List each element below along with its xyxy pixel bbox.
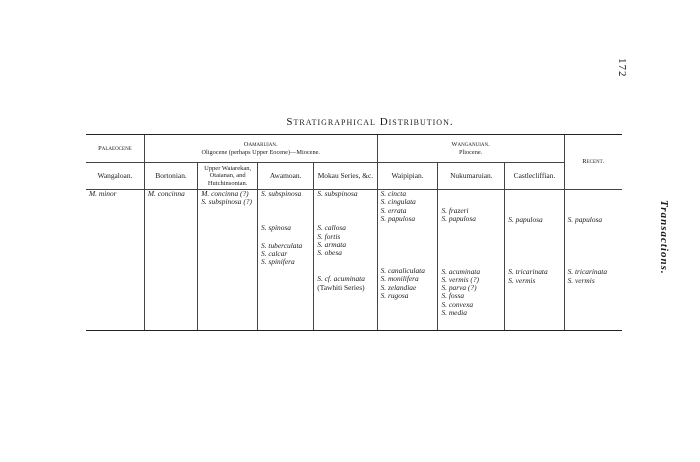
species-entry: S. media — [441, 307, 467, 317]
table-title: Stratigraphical Distribution. — [286, 116, 454, 128]
species-entry: S. vermis — [567, 275, 595, 285]
stage-header-row — [86, 163, 622, 190]
species-entry: S. subspinosa — [317, 189, 358, 198]
species-entry: S. cf. acuminata — [317, 274, 365, 284]
species-entry: S. monilifera — [380, 274, 419, 284]
col-waiarekan: Upper Waiarekan, Otaianan, and Hutchinsonian. — [198, 163, 258, 190]
col-nukumaruian: Nukumaruian. — [438, 163, 505, 190]
species-entry: S. errata — [380, 205, 407, 215]
cell-nukumaruian — [438, 190, 505, 331]
species-entry: S. tricarinata — [508, 267, 548, 277]
cell-wangaloan — [86, 190, 144, 331]
cell-castlecliffian — [505, 190, 564, 331]
cell-waiarekan — [198, 190, 258, 331]
species-entry: M. concinna (?) — [201, 189, 249, 198]
col-wangaloan: Wangaloan. — [86, 163, 144, 190]
species-entry: S. canaliculata — [380, 266, 425, 276]
epoch-header-row — [86, 135, 622, 163]
species-entry: S. spinosa — [261, 223, 291, 233]
header-recent: Recent. — [564, 135, 622, 190]
cell-recent — [564, 190, 622, 331]
running-title: Transactions. — [658, 200, 670, 275]
species-entry: S. callosa — [317, 223, 347, 233]
page-number: 172 — [616, 58, 628, 78]
species-entry: S. subspinosa (?) — [201, 197, 252, 207]
stratigraphic-table — [86, 134, 622, 331]
species-entry: S. vermis (?) — [441, 274, 480, 284]
species-entry: S. acuminata — [441, 266, 481, 276]
species-entry: S. calcar — [261, 248, 288, 258]
species-entry: S. zelandiae — [380, 282, 417, 292]
species-entry: S. armata — [317, 239, 347, 249]
species-entry: S. vermis — [508, 275, 536, 285]
species-entry: S. papulosa — [441, 214, 476, 224]
species-entry: S. papulosa — [380, 213, 416, 223]
species-entry: M. concinna — [147, 189, 185, 198]
species-entry: S. parva (?) — [441, 283, 477, 293]
cell-waipipian — [377, 190, 438, 331]
header-oamaruian — [144, 135, 377, 163]
species-entry: S. convexa — [441, 299, 474, 309]
col-waipipian: Waipipian. — [377, 163, 438, 190]
oamaruian-name: Oamaruian. — [243, 141, 278, 149]
cell-mokau — [314, 190, 377, 331]
species-entry: M. minor — [89, 189, 117, 198]
species-entry: S. spinifera — [261, 257, 295, 267]
species-entry: S. rugosa — [380, 290, 409, 300]
species-entry: S. obesa — [317, 248, 342, 258]
col-castlecliffian: Castlecliffian. — [505, 163, 564, 190]
cell-awamoan — [258, 190, 314, 331]
col-awamoan: Awamoan. — [258, 163, 314, 190]
species-entry: S. subspinosa — [261, 189, 302, 198]
species-entry: S. fossa — [441, 291, 465, 301]
species-entry: S. fortis — [317, 231, 341, 241]
col-bortonian: Bortonian. — [144, 163, 197, 190]
wanganuian-sub: Pliocene. — [458, 148, 483, 156]
species-entry: S. cingulata — [380, 197, 416, 207]
species-note: (Tawhiti Series) — [317, 282, 365, 292]
oamaruian-sub: Oligocene (perhaps Upper Eocene)—Miocene. — [201, 148, 320, 156]
wanganuian-name: Wanganuian. — [451, 141, 490, 149]
species-entry: S. tuberculata — [261, 240, 303, 250]
col-mokau: Mokau Series, &c. — [314, 163, 377, 190]
header-palaeocene: Palaeocene — [86, 135, 144, 163]
species-entry: S. frazeri — [441, 206, 469, 215]
species-entry: S. cincta — [380, 189, 407, 198]
species-entry: S. tricarinata — [567, 267, 608, 277]
header-wanganuian — [377, 135, 564, 163]
species-entry: S. papulosa — [508, 215, 543, 224]
cell-bortonian — [144, 190, 197, 331]
species-row — [86, 190, 622, 331]
species-entry: S. papulosa — [567, 215, 603, 224]
